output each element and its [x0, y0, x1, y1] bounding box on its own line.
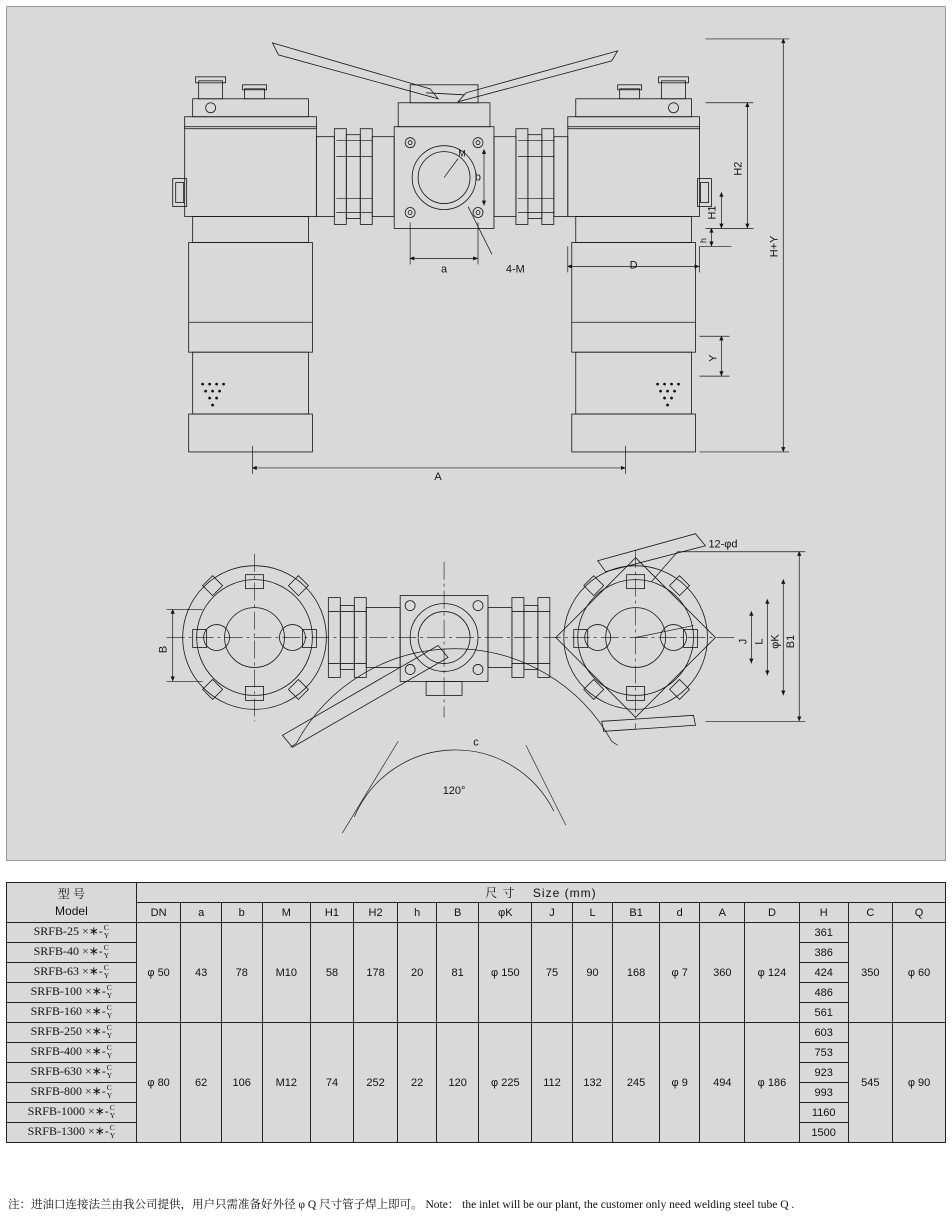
dim-label-h: h [698, 237, 709, 243]
cell-b-group1: 78 [221, 923, 262, 1023]
plan-label-phik: φK [769, 634, 782, 649]
cell-h-group1: 20 [398, 923, 437, 1023]
model-suffix: C Y [109, 1123, 116, 1141]
model-cell [7, 983, 137, 1003]
model-label: SRFB-40 ×∗- [33, 944, 103, 959]
model-suffix: C Y [109, 1103, 116, 1121]
header-size [136, 883, 945, 903]
table-row [7, 1023, 946, 1043]
model-suffix: C Y [106, 1063, 113, 1081]
header-size-en: Size (mm) [532, 886, 597, 900]
header-col-b-cap: B [436, 903, 479, 923]
model-suffix: C Y [106, 1003, 113, 1021]
plan-label-angle: 120° [442, 785, 466, 798]
cell-l-group2: 132 [572, 1023, 613, 1143]
cell-d-group1: φ 7 [659, 923, 700, 1023]
model-label: SRFB-1000 ×∗- [27, 1104, 109, 1119]
cell-b-group2: 106 [221, 1023, 262, 1143]
cell-a-group2: 62 [181, 1023, 222, 1143]
cell-h1-group1: 58 [311, 923, 354, 1023]
cell-h-value: 1160 [799, 1103, 848, 1123]
cell-h-value: 561 [799, 1003, 848, 1023]
model-cell [7, 963, 137, 983]
cell-l-group1: 90 [572, 923, 613, 1023]
header-col-c: C [848, 903, 893, 923]
header-col-h-cap: H [799, 903, 848, 923]
model-suffix: C Y [106, 983, 113, 1001]
dim-label-h1: H1 [706, 205, 719, 220]
plan-label-c: c [473, 736, 479, 749]
cell-h-value: 361 [799, 923, 848, 943]
cell-h-value: 923 [799, 1063, 848, 1083]
drawing-svg [7, 7, 945, 860]
dim-label-a-overall: A [434, 470, 442, 483]
header-model-en: Model [55, 903, 88, 918]
model-label: SRFB-630 ×∗- [30, 1064, 106, 1079]
model-cell [7, 1083, 137, 1103]
model-label: SRFB-63 ×∗- [33, 964, 103, 979]
cell-h-value: 603 [799, 1023, 848, 1043]
cell-h-value: 486 [799, 983, 848, 1003]
header-size-cn: 尺 寸 [485, 886, 516, 900]
model-label: SRFB-100 ×∗- [30, 984, 106, 999]
header-col-m: M [262, 903, 311, 923]
plan-label-l: L [753, 638, 766, 645]
header-col-a: a [181, 903, 222, 923]
cell-phik-group1: φ 150 [479, 923, 532, 1023]
header-col-h-small: h [398, 903, 437, 923]
model-label: SRFB-250 ×∗- [30, 1024, 106, 1039]
cell-h-value: 424 [799, 963, 848, 983]
technical-drawing-panel [6, 6, 946, 861]
header-col-h1: H1 [311, 903, 354, 923]
cell-m-group1: M10 [262, 923, 311, 1023]
cell-c-group1: 350 [848, 923, 893, 1023]
cell-j-group2: 112 [532, 1023, 573, 1143]
model-suffix: C Y [103, 943, 110, 961]
model-cell [7, 1103, 137, 1123]
model-label: SRFB-1300 ×∗- [27, 1124, 109, 1139]
specification-table-wrap [6, 882, 946, 1143]
plan-label-b1: B1 [785, 634, 798, 649]
dim-label-d: D [629, 259, 638, 272]
cell-h1-group2: 74 [311, 1023, 354, 1143]
model-label: SRFB-25 ×∗- [33, 924, 103, 939]
header-col-j: J [532, 903, 573, 923]
cell-h-value: 386 [799, 943, 848, 963]
cell-h-value: 1500 [799, 1123, 848, 1143]
dim-label-b: b [474, 171, 482, 184]
model-suffix: C Y [103, 963, 110, 981]
cell-dn-group1: φ 50 [136, 923, 181, 1023]
cell-h2-group2: 252 [353, 1023, 398, 1143]
model-cell [7, 1023, 137, 1043]
cell-acap-group2: 494 [700, 1023, 745, 1143]
cell-h2-group1: 178 [353, 923, 398, 1023]
cell-acap-group1: 360 [700, 923, 745, 1023]
header-model [7, 883, 137, 923]
plan-label-j: J [737, 638, 750, 645]
table-header-row-2 [7, 903, 946, 923]
footer-note: 注：进油口连接法兰由我公司提供，用户只需准备好外径 φ Q 尺寸管子焊上即可。 Note： the inlet will be our plant, the customer only need welding steel tube Q . [8, 1199, 795, 1211]
header-col-h2: H2 [353, 903, 398, 923]
model-cell [7, 923, 137, 943]
model-label: SRFB-400 ×∗- [30, 1044, 106, 1059]
cell-c-group2: 545 [848, 1023, 893, 1143]
cell-q-group2: φ 90 [893, 1023, 946, 1143]
header-col-dn: DN [136, 903, 181, 923]
table-header-row-1 [7, 883, 946, 903]
cell-m-group2: M12 [262, 1023, 311, 1143]
header-col-d-cap: D [745, 903, 800, 923]
cell-a-group1: 43 [181, 923, 222, 1023]
header-col-b1: B1 [613, 903, 660, 923]
cell-dcap-group1: φ 124 [745, 923, 800, 1023]
cell-dn-group2: φ 80 [136, 1023, 181, 1143]
header-col-l: L [572, 903, 613, 923]
model-suffix: C Y [106, 1043, 113, 1061]
model-suffix: C Y [106, 1083, 113, 1101]
model-cell [7, 1123, 137, 1143]
dim-label-y: Y [707, 354, 720, 362]
dim-label-4m: 4-M [505, 263, 525, 276]
model-label: SRFB-800 ×∗- [30, 1084, 106, 1099]
cell-phik-group2: φ 225 [479, 1023, 532, 1143]
header-col-b: b [221, 903, 262, 923]
cell-dcap-group2: φ 186 [745, 1023, 800, 1143]
plan-label-b: B [157, 645, 170, 654]
header-model-cn: 型 号 [57, 887, 86, 902]
cell-h-group2: 22 [398, 1023, 437, 1143]
table-row [7, 923, 946, 943]
cell-bcap-group1: 81 [436, 923, 479, 1023]
model-suffix: C Y [106, 1023, 113, 1041]
header-col-phik: φK [479, 903, 532, 923]
cell-q-group1: φ 60 [893, 923, 946, 1023]
model-cell [7, 943, 137, 963]
cell-bcap-group2: 120 [436, 1023, 479, 1143]
header-col-a-cap: A [700, 903, 745, 923]
header-col-q: Q [893, 903, 946, 923]
cell-b1-group2: 245 [613, 1023, 660, 1143]
dim-label-m: M [458, 148, 466, 159]
model-cell [7, 1003, 137, 1023]
cell-j-group1: 75 [532, 923, 573, 1023]
dim-label-h2: H2 [732, 161, 745, 176]
dim-label-h-plus-y: H+Y [768, 235, 781, 258]
dim-label-a: a [441, 263, 448, 276]
plan-label-12-phi-d: 12-φd [708, 538, 738, 551]
cell-b1-group1: 168 [613, 923, 660, 1023]
model-cell [7, 1043, 137, 1063]
model-cell [7, 1063, 137, 1083]
model-suffix: C Y [103, 923, 110, 941]
header-col-d-small: d [659, 903, 700, 923]
specification-table [6, 882, 946, 1143]
cell-h-value: 753 [799, 1043, 848, 1063]
cell-d-group2: φ 9 [659, 1023, 700, 1143]
cell-h-value: 993 [799, 1083, 848, 1103]
model-label: SRFB-160 ×∗- [30, 1004, 106, 1019]
